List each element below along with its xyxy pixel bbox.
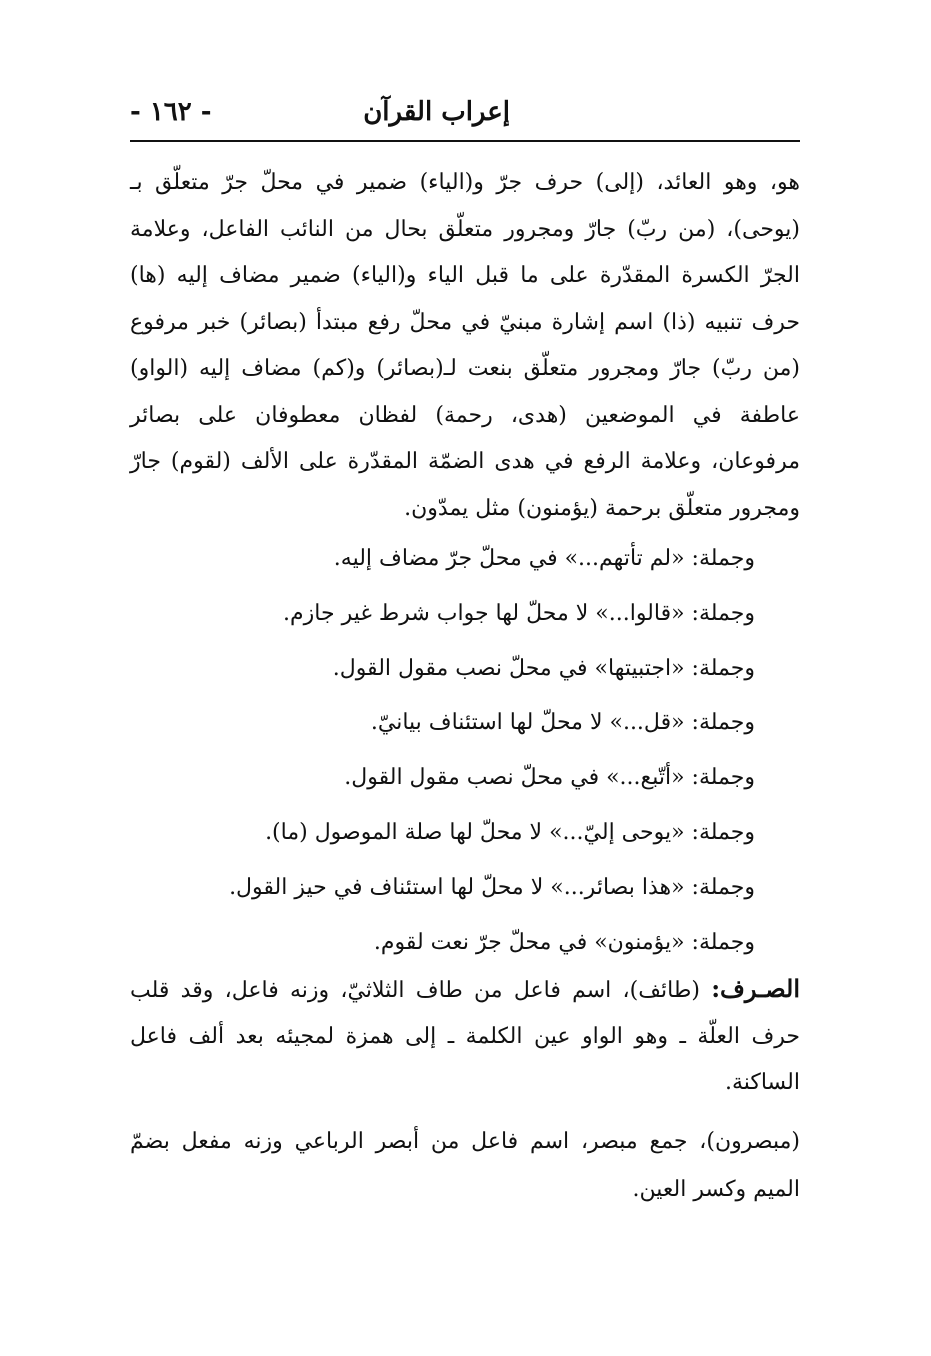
header-divider xyxy=(130,140,800,142)
page-number: - ١٦٢ - xyxy=(130,97,212,127)
header-title: إعراب القرآن xyxy=(363,97,510,127)
sentence-list xyxy=(130,532,755,970)
sarf-label: الصـرف: xyxy=(711,974,800,1003)
page-header xyxy=(130,92,800,140)
sentence-item: وجملة: «قل...» لا محلّ لها استئناف بيانيّ. xyxy=(370,710,755,736)
mubsirun-paragraph: (مبصرون)، جمع مبصر، اسم فاعل من أبصر الرباعي وزنه مفعل بضمّ الميم وكسر العين. xyxy=(130,1129,800,1202)
sarf-text: (طائف)، اسم فاعل من طاف الثلاثيّ، وزنه فاعل، وقد قلب حرف العلّة ـ وهو الواو عين الكلمة ـ إلى همزة لمجيئه بعد ألف فاعل الساكنة. xyxy=(130,978,800,1095)
sentence-item: وجملة: «لم تأتهم...» في محلّ جرّ مضاف إليه. xyxy=(333,546,755,571)
sentence-item: وجملة: «يؤمنون» في محلّ جرّ نعت لقوم. xyxy=(373,929,755,955)
sarf-paragraph xyxy=(130,966,800,1106)
sarf-section xyxy=(130,966,800,1106)
sentence-item: وجملة: «يوحى إليّ...» لا محلّ لها صلة الموصول (ما). xyxy=(265,819,755,845)
sentence-item: وجملة: «هذا بصائر...» لا محلّ لها استئناف في حيز القول. xyxy=(229,874,755,900)
irab-paragraph xyxy=(130,160,800,532)
sentence-item: وجملة: «اجتبيتها» في محلّ نصب مقول القول. xyxy=(332,655,755,681)
paragraph-text: هو، وهو العائد، (إلى) حرف جرّ و(الياء) ضمير في محلّ جرّ متعلّق بـ (يوحى)، (من ربّ) جارّ ومجرور متعلّق بحال من النائب الفاعل، وعلامة الجرّ الكسرة المقدّرة على ما قبل الياء و(الياء) ضمير مضاف إليه (ها) حرف تنبيه (ذا) اسم إشارة مبنيّ في محلّ رفع مبتدأ (بصائر) خبر مرفوع (من ربّ) جارّ ومجرور متعلّق بنعت لـ(بصائر) و(كم) مضاف إليه (الواو) عاطفة في الموضعين (هدى، رحمة) لفظان معطوفان على بصائر مرفوعان، وعلامة الرفع في هدى الضمّة المقدّرة على الألف (لقوم) جارّ ومجرور متعلّق برحمة (يؤمنون) مثل يمدّون. xyxy=(130,170,800,521)
sentence-item: وجملة: «أتّبع...» في محلّ نصب مقول القول. xyxy=(344,765,755,791)
sentence-item: وجملة: «قالوا...» لا محلّ لها جواب شرط غير جازم. xyxy=(283,600,755,626)
